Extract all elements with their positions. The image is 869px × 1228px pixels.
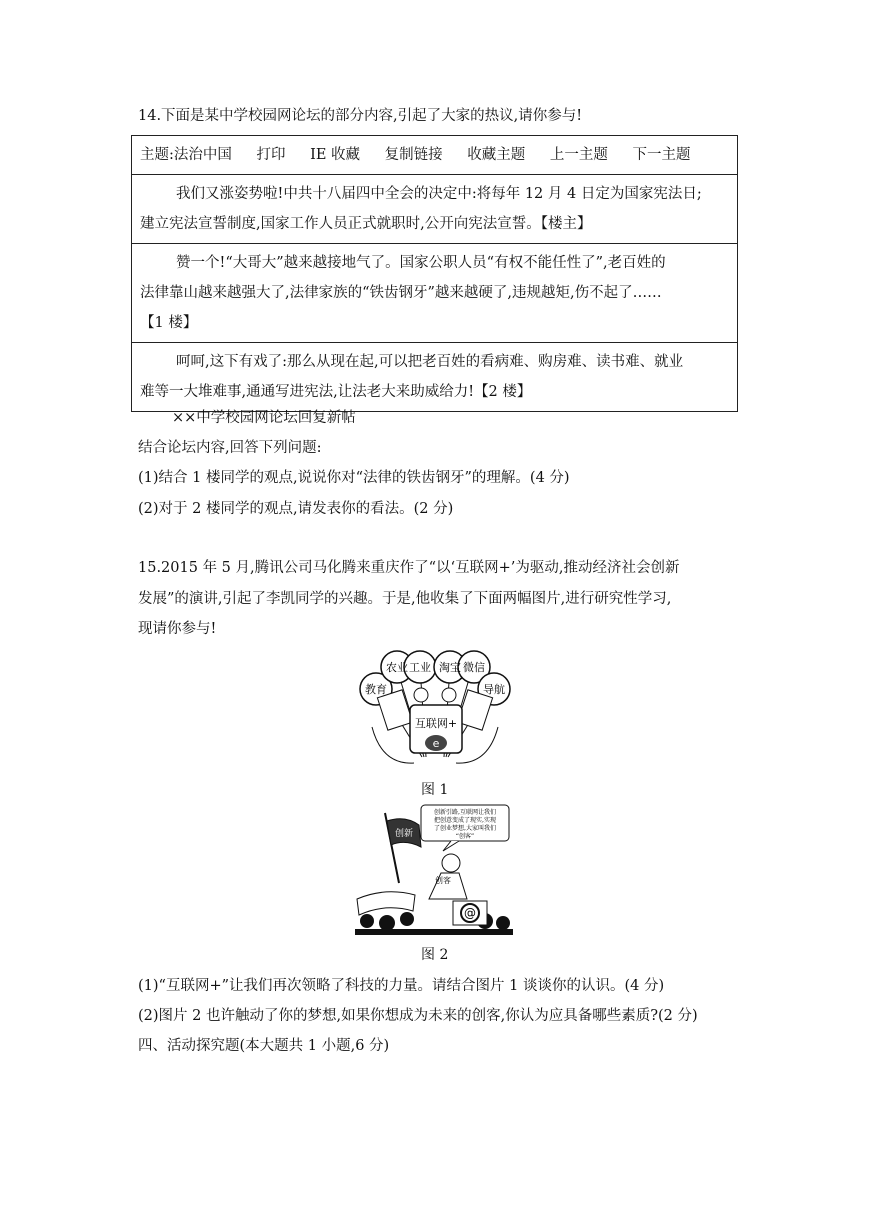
balloon-wechat: 微信 [463,661,485,674]
topic-label: 主题:法治中国 [140,147,232,163]
post-main-line2: 建立宪法宣誓制度,国家工作人员正式就职时,公开向宪法宣誓。【楼主】 [140,216,592,232]
q15-sub1: (1)“互联网+”让我们再次领略了科技的力量。请结合图片 1 谈谈你的认识。(4 分) [138,978,665,994]
forum-post-main [132,175,738,244]
forum-post-floor2-cell [132,343,738,412]
forum-table [131,135,738,412]
speech-line1: 创新引路,互联网让我们 [434,809,496,816]
speech-line3: 了创业梦想,大家叫我们 [434,825,496,832]
person-label: 创客 [435,876,451,885]
svg-text:e: e [432,737,440,750]
forum-caption: ××中学校园网论坛回复新帖 [172,410,356,426]
figure-1-caption: 图 1 [421,782,449,798]
forum-topic-row [132,136,738,175]
favorite-topic-link[interactable]: 收藏主题 [467,147,526,163]
copy-link[interactable]: 复制链接 [384,147,443,163]
figure-2-maker-illustration [355,803,513,935]
post-floor1-line1: 赞一个!“大哥大”越来越接地气了。国家公职人员“有权不能任性了”,老百姓的 [176,255,666,271]
question-14-title: 14.下面是某中学校园网论坛的部分内容,引起了大家的热议,请你参与! [138,108,583,124]
section-4-heading: 四、活动探究题(本大题共 1 小题,6 分) [138,1038,390,1054]
svg-text:@: @ [464,906,476,920]
q15-line1: 15.2015 年 5 月,腾讯公司马化腾来重庆作了“以‘互联网+’为驱动,推动经济社会创新 [138,560,680,576]
q14-sub1: (1)结合 1 楼同学的观点,说说你对“法律的铁齿钢牙”的理解。(4 分) [138,470,570,486]
speech-line4: “创客” [455,833,475,840]
q14-instruction: 结合论坛内容,回答下列问题: [138,440,322,456]
print-link[interactable]: 打印 [256,147,286,163]
balloon-agriculture: 农业 [386,661,408,674]
prev-topic-link[interactable]: 上一主题 [549,147,608,163]
q15-line3: 现请你参与! [138,621,217,637]
center-label: 互联网+ [414,717,458,730]
post-main-line1: 我们又涨姿势啦!中共十八届四中全会的决定中:将每年 12 月 4 日定为国家宪法日; [176,186,702,202]
balloon-education: 教育 [365,683,387,696]
flag-text: 创新 [394,829,414,839]
post-floor1-line2: 法律靠山越来越强大了,法律家族的“铁齿钢牙”越来越硬了,违规越矩,伤不起了…… [140,285,662,301]
forum-post-floor2 [132,343,738,412]
balloon-taobao: 淘宝 [439,661,461,674]
figure-1-internet-plus-illustration [352,647,518,773]
post-floor2-line1: 呵呵,这下有戏了:那么从现在起,可以把老百姓的看病难、购房难、读书难、就业 [176,354,684,370]
forum-post-main-cell [132,175,738,244]
forum-post-floor1-cell [132,244,738,343]
balloon-industry: 工业 [409,661,431,674]
balloon-navigation: 导航 [483,683,505,696]
forum-post-floor1 [132,244,738,343]
speech-line2: 把创意变成了现实,实现 [434,817,496,824]
post-floor1-line3: 【1 楼】 [140,315,198,331]
post-floor2-line2: 难等一大堆难事,通通写进宪法,让法老大来助威给力!【2 楼】 [140,384,532,400]
forum-topic-bar [132,136,738,175]
q15-sub2: (2)图片 2 也许触动了你的梦想,如果你想成为未来的创客,你认为应具备哪些素质?(2 分) [138,1008,698,1024]
figure-2-caption: 图 2 [421,947,449,963]
q14-sub2: (2)对于 2 楼同学的观点,请发表你的看法。(2 分) [138,501,454,517]
ie-favorite-link[interactable]: IE 收藏 [310,147,361,163]
q15-line2: 发展”的演讲,引起了李凯同学的兴趣。于是,他收集了下面两幅图片,进行研究性学习, [138,591,672,607]
next-topic-link[interactable]: 下一主题 [632,147,691,163]
